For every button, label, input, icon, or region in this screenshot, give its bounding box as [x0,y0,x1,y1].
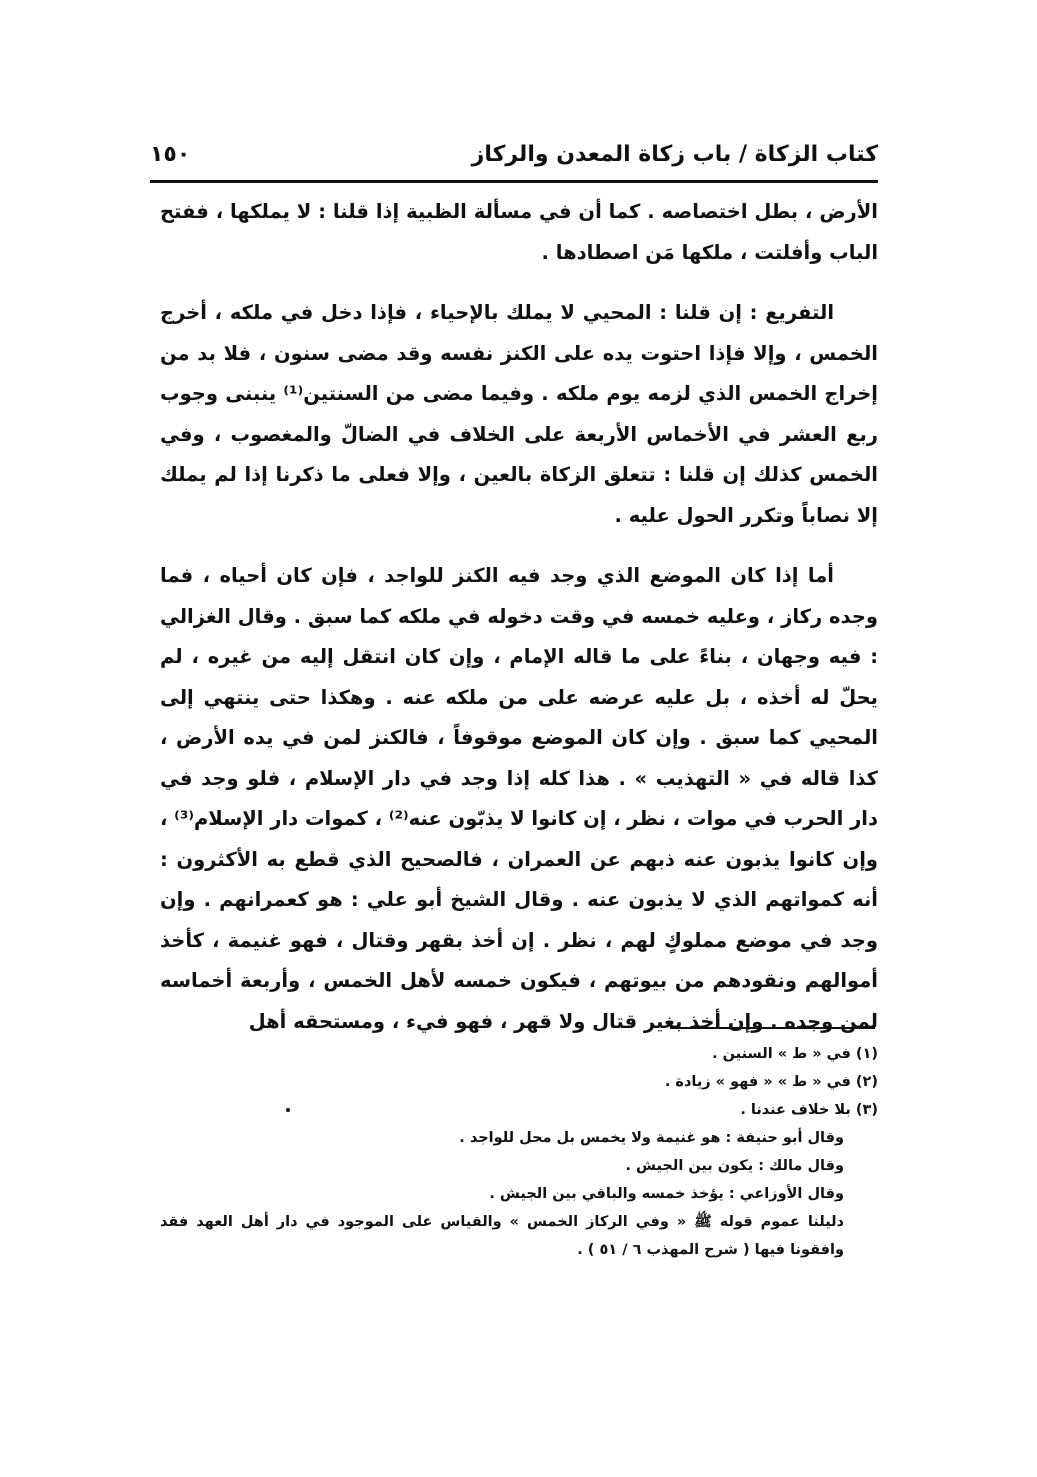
main-text [160,192,878,1042]
footnote-3: (٣) بلا خلاف عندنا . [740,1102,878,1118]
page-header [150,136,878,180]
paragraph-3: أما إذا كان الموضع الذي وجد فيه الكنز للواجد ، فإن كان أحياه ، فما وجده ركاز ، وعليه خمسه في وقت دخوله في ملكه كما سبق . وقال الغزالي : فيه وجهان ، بناءً على ما قاله الإمام ، وإن كان انتقل إليه من غيره ، لم يحلّ له أخذه ، بل عليه عرضه على من ملكه عنه . وهكذا حتى ينتهي إلى المحيي كما سبق . وإن كان الموضع موقوفاً ، فالكنز لمن في يده الأرض ، كذا قاله في « التهذيب » . هذا كله إذا وجد في دار الإسلام ، فلو وجد في دار الحرب في موات ، نظر ، إن كانوا لا يذبّون عنه⁽²⁾ ، كموات دار الإسلام⁽³⁾ ، وإن كانوا يذبون عنه ذبهم عن العمران ، فالصحيح الذي قطع به الأكثرون : أنه كمواتهم الذي لا يذبون عنه . وقال الشيخ أبو علي : هو كعمرانهم . وإن وجد في موضع مملوكٍ لهم ، نظر . إن أخذ بقهر وقتال ، فهو غنيمة ، كأخذ أموالهم ونقودهم من بيوتهم ، فيكون خمسه لأهل الخمس ، وأربعة أخماسه لمن وجده . وإن أخذ بغير قتال ولا قهر ، فهو فيء ، ومستحقه أهل [159,564,878,1033]
footnote-3-evidence: دليلنا عموم قوله ﷺ « وفي الركاز الخمس » والقياس على الموجود في دار أهل العهد فقد وافقونا فيها ( شرح المهذب ٦ / ٥١ ) . [160,1214,844,1258]
footnote-2: (٢) في « ط » « فهو » زيادة . [664,1074,878,1090]
running-title: كتاب الزكاة / باب زكاة المعدن والركاز [471,142,878,167]
paragraph-2: التفريع : إن قلنا : المحيي لا يملك بالإحياء ، فإذا دخل في ملكه ، أخرج الخمس ، وإلا فإذا احتوت يده على الكنز نفسه وقد مضى سنون ، فلا بد من إخراج الخمس الذي لزمه يوم ملكه . وفيما مضى من السنتين⁽¹⁾ ينبنى وجوب ربع العشر في الأخماس الأربعة على الخلاف في الضالّ والمغصوب ، وفي الخمس كذلك إن قلنا : تتعلق الزكاة بالعين ، وإلا فعلى ما ذكرنا إذا لم يملك إلا نصاباً وتكرر الحول عليه . [160,301,878,527]
footnote-3-awzai: وقال الأوزاعي : يؤخذ خمسه والباقي بين الجيش . [489,1186,844,1202]
header-rule [150,180,878,183]
footnote-1: (١) في « ط » السنين . [712,1046,878,1062]
footnotes [160,1040,878,1264]
print-speck [286,1108,290,1112]
footnote-separator [670,1027,875,1029]
page-number: ١٥٠ [150,142,191,167]
footnote-3-maliki: وقال مالك : يكون بين الجيش . [625,1158,844,1174]
paragraph-1: الأرض ، بطل اختصاصه . كما أن في مسألة الظبية إذا قلنا : لا يملكها ، ففتح الباب وأفلتت ، ملكها مَن اصطادها . [160,200,878,264]
footnote-3-hanafi: وقال أبو حنيفة : هو غنيمة ولا يخمس بل محل للواجد . [459,1130,844,1146]
